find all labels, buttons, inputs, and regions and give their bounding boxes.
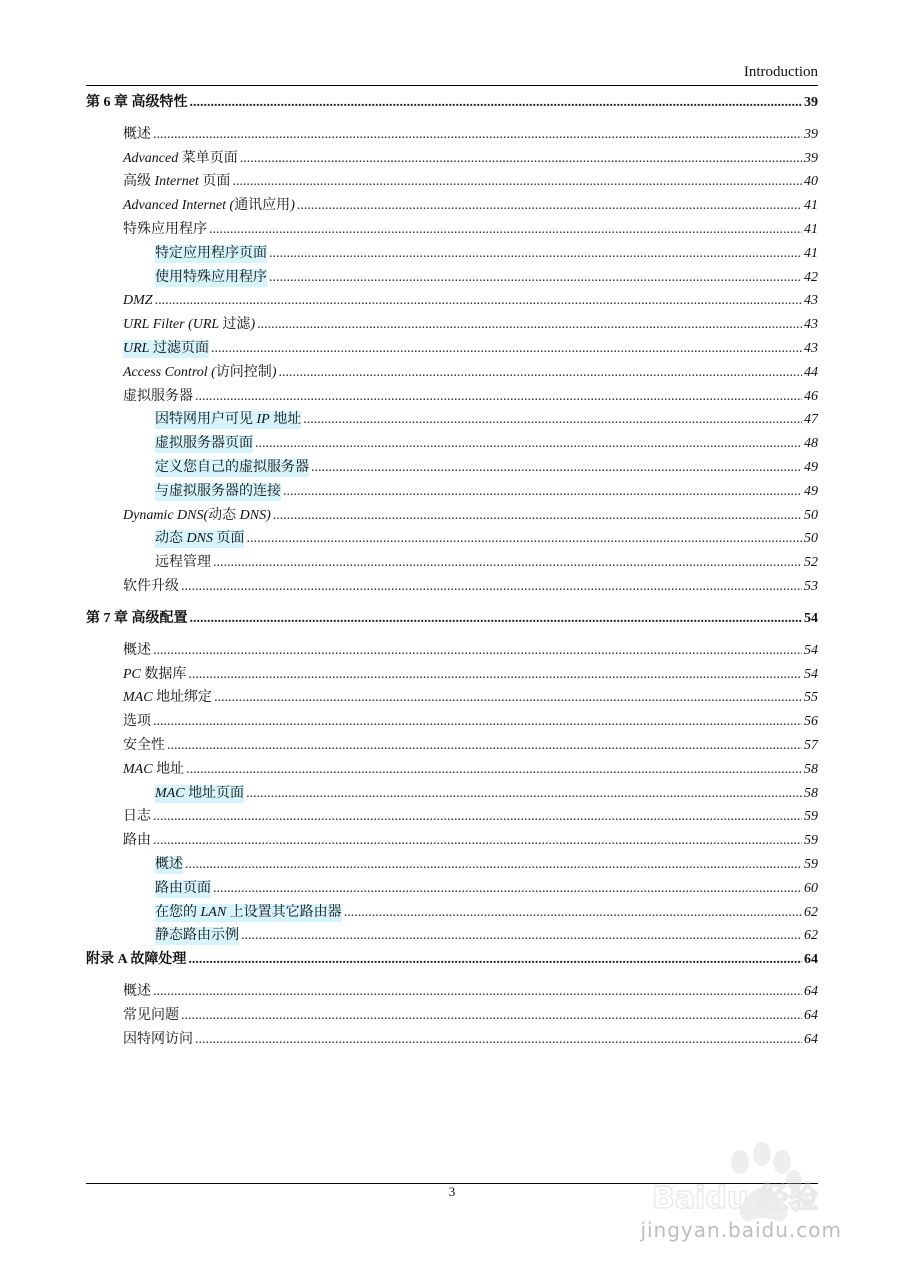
toc-dot-leader: [269, 245, 802, 263]
page-header-title: Introduction: [743, 64, 818, 80]
toc-page-number: 64: [804, 1031, 818, 1047]
toc-dot-leader: [181, 1007, 802, 1025]
toc-dot-leader: [241, 927, 802, 945]
toc-page-number: 62: [804, 928, 818, 944]
toc-entry-title: [123, 808, 151, 826]
toc-entry[interactable]: [86, 239, 818, 263]
toc-title-segment: 路由: [123, 833, 151, 849]
toc-dot-leader: [195, 388, 802, 406]
toc-entry-title: [155, 904, 342, 922]
toc-title-segment: 特殊应用程序: [123, 221, 207, 237]
toc-dot-leader: [153, 642, 802, 660]
toc-entry[interactable]: [86, 382, 818, 406]
toc-entry-title: [123, 689, 212, 707]
toc-title-segment: 访问控制: [215, 364, 272, 380]
toc-entry[interactable]: [86, 572, 818, 596]
toc-entry-title: [123, 388, 193, 406]
toc-title-segment: LAN: [200, 904, 227, 920]
toc-entry-title: [123, 983, 151, 1001]
toc-dot-leader: [257, 316, 802, 334]
toc-entry[interactable]: [86, 406, 818, 430]
toc-entry-title: [86, 610, 188, 628]
toc-title-segment: 因特网访问: [123, 1031, 193, 1047]
toc-dot-leader: [167, 737, 802, 755]
toc-title-segment: 路由页面: [155, 880, 211, 896]
toc-dot-leader: [213, 554, 802, 572]
toc-entry-title: [155, 483, 281, 501]
toc-title-segment: ): [250, 317, 256, 333]
toc-dot-leader: [344, 904, 802, 922]
toc-title-segment: URL Filter (URL: [123, 317, 223, 333]
toc-dot-leader: [240, 150, 802, 168]
toc-entry[interactable]: [86, 501, 818, 525]
toc-title-segment: 页面: [212, 531, 245, 547]
toc-page-number: 57: [804, 737, 818, 753]
toc-page-number: 58: [804, 761, 818, 777]
toc-entry[interactable]: [86, 636, 818, 660]
toc-page-number: 62: [804, 904, 818, 920]
toc-page-number: 50: [804, 507, 818, 523]
toc-dot-leader: [214, 689, 802, 707]
toc-title-segment: 常见问题: [123, 1007, 179, 1023]
toc-title-segment: 地址: [152, 761, 185, 777]
toc-entry-title: [123, 221, 207, 239]
toc-dot-leader: [213, 880, 802, 898]
toc-dot-leader: [246, 785, 802, 803]
toc-page-number: 49: [804, 483, 818, 499]
toc-entry-title: [155, 269, 267, 287]
toc-entry-title: [123, 642, 151, 660]
toc-title-segment: 6: [103, 95, 111, 110]
toc-entry[interactable]: [86, 1001, 818, 1025]
toc-title-segment: IP: [256, 412, 270, 428]
toc-dot-leader: [232, 173, 802, 191]
toc-entry-title: [123, 507, 271, 525]
toc-title-segment: MAC: [123, 690, 153, 706]
toc-entry[interactable]: [86, 548, 818, 572]
toc-dot-leader: [273, 507, 802, 525]
toc-title-segment: Dynamic DNS(: [123, 507, 209, 523]
toc-dot-leader: [153, 713, 802, 731]
toc-entry-title: [86, 94, 188, 112]
toc-entry-title: [123, 126, 151, 144]
toc-entry[interactable]: [86, 144, 818, 168]
toc-title-segment: 通讯应用: [234, 198, 291, 214]
toc-dot-leader: [190, 94, 803, 112]
toc-entry[interactable]: [86, 850, 818, 874]
toc-page-number: 47: [804, 412, 818, 428]
toc-entry-title: [123, 1007, 179, 1025]
toc-entry[interactable]: [86, 1025, 818, 1049]
toc-dot-leader: [188, 666, 802, 684]
toc-dot-leader: [195, 1031, 802, 1049]
toc-title-segment: 过滤页面: [149, 340, 209, 356]
toc-entry[interactable]: [86, 310, 818, 334]
toc-entry-title: [123, 713, 151, 731]
toc-chapter-entry[interactable]: [86, 88, 818, 112]
toc-title-segment: URL: [123, 340, 150, 356]
toc-entry-title: [123, 666, 186, 684]
toc-page-number: 56: [804, 714, 818, 730]
watermark-brand: Baidu 经验: [652, 1181, 819, 1216]
toc-entry-title: [155, 459, 309, 477]
toc-entry-title: [155, 785, 244, 803]
toc-title-segment: 软件升级: [123, 578, 179, 594]
toc-entry[interactable]: [86, 826, 818, 850]
toc-dot-leader: [255, 435, 802, 453]
toc-dot-leader: [278, 364, 802, 382]
toc-title-segment: DMZ: [123, 293, 153, 309]
toc-title-segment: 地址绑定: [152, 690, 213, 706]
toc-entry-title: [155, 530, 244, 548]
toc-page-number: 41: [804, 245, 818, 261]
toc-page-number: 59: [804, 856, 818, 872]
toc-title-segment: 远程管理: [155, 555, 211, 571]
toc-dot-leader: [246, 530, 802, 548]
toc-entry[interactable]: [86, 191, 818, 215]
toc-entry-title: [123, 292, 153, 310]
toc-dot-leader: [153, 126, 802, 144]
toc-title-segment: 概述: [155, 856, 183, 872]
toc-entry[interactable]: [86, 120, 818, 144]
toc-entry[interactable]: [86, 334, 818, 358]
toc-title-segment: 高级: [123, 174, 155, 190]
toc-page-number: 39: [804, 126, 818, 142]
toc-title-segment: DNS: [186, 531, 213, 547]
toc-title-segment: 过滤: [222, 317, 251, 333]
toc-entry[interactable]: [86, 429, 818, 453]
toc-dot-leader: [311, 459, 802, 477]
toc-dot-leader: [153, 808, 802, 826]
toc-chapter-entry[interactable]: [86, 945, 818, 969]
toc-dot-leader: [269, 269, 802, 287]
toc-title-segment: 动态: [155, 531, 187, 547]
toc-title-segment: DNS): [239, 507, 271, 523]
toc-title-segment: 7: [103, 610, 111, 626]
toc-title-segment: 故障处理: [126, 952, 187, 968]
toc-title-segment: 地址页面: [184, 785, 245, 801]
toc-title-segment: ): [290, 198, 295, 214]
toc-title-segment: 选项: [123, 714, 151, 730]
toc-page-number: 48: [804, 436, 818, 452]
toc-title-segment: 与虚拟服务器的连接: [155, 483, 281, 499]
toc-page-number: 59: [804, 809, 818, 825]
toc-page-number: 44: [804, 364, 818, 380]
toc-title-segment: 概述: [123, 984, 151, 1000]
toc-title-segment: 因特网用户可见: [155, 412, 257, 428]
toc-page-number: 64: [804, 1007, 818, 1023]
toc-title-segment: 上设置其它路由器: [226, 904, 342, 920]
toc-title-segment: 附录: [86, 952, 118, 968]
toc-title-segment: ): [271, 364, 277, 380]
header-rule: [86, 85, 818, 86]
footer-page-number: 3: [448, 1184, 456, 1199]
toc-page-number: 41: [804, 198, 818, 214]
toc-dot-leader: [153, 832, 802, 850]
toc-entry-title: [123, 316, 255, 334]
toc-chapter-entry[interactable]: [86, 604, 818, 628]
toc-page-number: 54: [804, 642, 818, 658]
toc-title-segment: 虚拟服务器页面: [155, 436, 253, 452]
toc-page-number: 53: [804, 578, 818, 594]
toc-entry-title: [123, 761, 184, 779]
toc-entry[interactable]: [86, 779, 818, 803]
toc-title-segment: 日志: [123, 809, 151, 825]
toc-entry[interactable]: [86, 898, 818, 922]
toc-entry[interactable]: [86, 731, 818, 755]
toc-entry-title: [123, 1031, 193, 1049]
toc-dot-leader: [211, 340, 802, 358]
toc-page-number: 39: [804, 95, 818, 110]
toc-page-number: 49: [804, 459, 818, 475]
toc-page-number: 40: [804, 174, 818, 190]
toc-entry-title: [155, 880, 211, 898]
toc-title-segment: 第: [86, 610, 104, 626]
toc-title-segment: 在您的: [155, 904, 201, 920]
toc-entry-title: [123, 340, 209, 358]
toc-entry[interactable]: [86, 660, 818, 684]
watermark-url: jingyan.baidu.com: [640, 1218, 842, 1242]
toc-dot-leader: [303, 411, 802, 429]
toc-title-segment: 章 高级特性: [110, 95, 188, 110]
toc-dot-leader: [155, 292, 802, 310]
toc-page-number: 41: [804, 221, 818, 237]
toc-title-segment: 使用特殊应用程序: [155, 269, 267, 285]
toc-title-segment: 安全性: [123, 737, 165, 753]
toc-entry-title: [155, 435, 253, 453]
toc-entry-title: [123, 364, 276, 382]
toc-page-number: 54: [804, 610, 818, 626]
toc-title-segment: A: [117, 952, 127, 968]
toc-title-segment: 静态路由示例: [155, 928, 239, 944]
toc-entry[interactable]: [86, 977, 818, 1001]
toc-dot-leader: [181, 578, 802, 596]
toc-page-number: 64: [804, 952, 818, 968]
toc-entry-title: [155, 411, 301, 429]
toc-entry[interactable]: [86, 707, 818, 731]
toc-entry[interactable]: [86, 874, 818, 898]
toc-entry-title: [123, 578, 179, 596]
toc-entry[interactable]: [86, 755, 818, 779]
toc-entry-title: [155, 245, 267, 263]
toc-entry-title: [155, 927, 239, 945]
toc-page-number: 59: [804, 833, 818, 849]
toc-title-segment: 菜单页面: [178, 150, 238, 166]
toc-entry-title: [123, 197, 295, 215]
toc-entry-title: [155, 554, 211, 572]
toc-entry-title: [123, 737, 165, 755]
toc-title-segment: MAC: [155, 785, 185, 801]
toc-entry[interactable]: [86, 287, 818, 311]
toc-dot-leader: [188, 951, 802, 969]
toc-title-segment: PC: [123, 666, 141, 682]
toc-page-number: 42: [804, 269, 818, 285]
toc-title-segment: 特定应用程序页面: [155, 245, 267, 261]
toc-entry-title: [123, 150, 238, 168]
toc-page-number: 43: [804, 317, 818, 333]
toc-title-segment: 动态: [208, 507, 240, 523]
toc-title-segment: Access Control (: [123, 364, 216, 380]
toc-page-number: 55: [804, 690, 818, 706]
toc-page-number: 43: [804, 340, 818, 356]
toc-page-number: 64: [804, 984, 818, 1000]
toc-entry-title: [123, 173, 230, 191]
toc-dot-leader: [283, 483, 802, 501]
toc-title-segment: 页面: [198, 174, 231, 190]
toc-title-segment: 概述: [123, 126, 151, 142]
toc-title-segment: 数据库: [140, 666, 187, 682]
toc-entry-title: [155, 856, 183, 874]
toc-entry[interactable]: [86, 477, 818, 501]
toc-entry[interactable]: [86, 215, 818, 239]
toc-dot-leader: [185, 856, 802, 874]
toc-entry[interactable]: [86, 453, 818, 477]
toc-entry[interactable]: [86, 684, 818, 708]
toc-title-segment: Internet: [154, 174, 199, 190]
toc-page-number: 50: [804, 531, 818, 547]
toc-title-segment: 章 高级配置: [110, 610, 188, 626]
toc-title-segment: 概述: [123, 642, 151, 658]
toc-title-segment: Advanced Internet (: [123, 198, 235, 214]
table-of-contents: [86, 88, 818, 1049]
toc-entry[interactable]: [86, 922, 818, 946]
toc-dot-leader: [297, 197, 802, 215]
toc-page-number: 60: [804, 880, 818, 896]
toc-entry[interactable]: [86, 803, 818, 827]
toc-title-segment: MAC: [123, 761, 153, 777]
toc-page-number: 58: [804, 785, 818, 801]
toc-entry[interactable]: [86, 358, 818, 382]
toc-dot-leader: [190, 610, 803, 628]
toc-page-number: 39: [804, 150, 818, 166]
toc-dot-leader: [186, 761, 802, 779]
toc-entry[interactable]: [86, 263, 818, 287]
toc-page-number: 52: [804, 555, 818, 571]
toc-title-segment: 地址: [269, 412, 302, 428]
toc-title-segment: 虚拟服务器: [123, 388, 193, 404]
toc-title-segment: 定义您自己的虚拟服务器: [155, 459, 309, 475]
toc-page-number: 46: [804, 388, 818, 404]
toc-page-number: 43: [804, 293, 818, 309]
toc-title-segment: Advanced: [123, 150, 179, 166]
toc-title-segment: 第: [86, 95, 104, 110]
toc-entry-title: [86, 951, 186, 969]
toc-page-number: 54: [804, 666, 818, 682]
toc-entry[interactable]: [86, 525, 818, 549]
toc-dot-leader: [153, 983, 802, 1001]
toc-dot-leader: [209, 221, 802, 239]
toc-entry[interactable]: [86, 168, 818, 192]
toc-entry-title: [123, 832, 151, 850]
